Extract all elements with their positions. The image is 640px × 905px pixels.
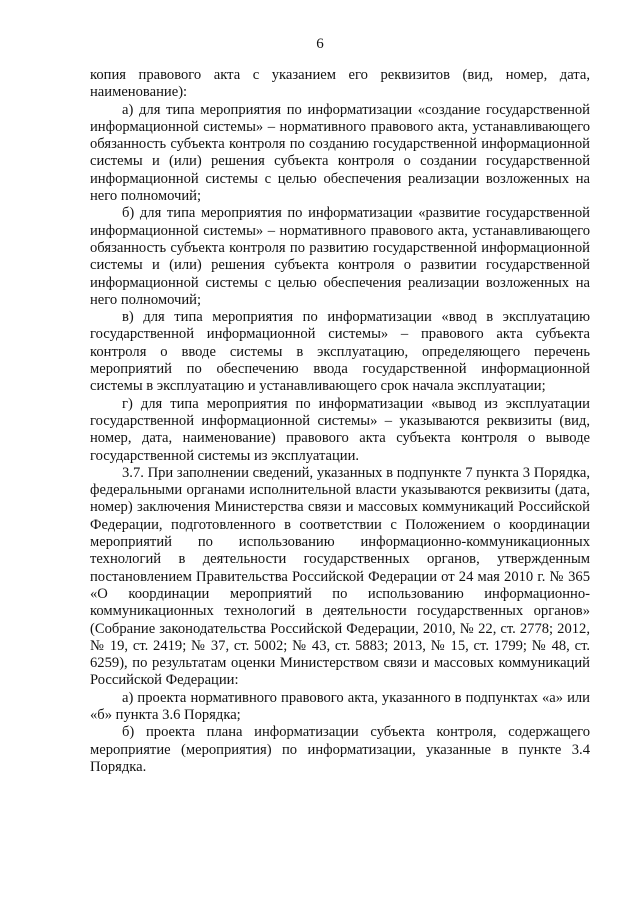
paragraph-item-g: г) для типа мероприятия по информатизации «вывод из эксплуатации государственной информационной системы» – указываются реквизиты (вид, номер, дата, наименование) правового акта субъекта контроля о выводе государственной системы из эксплуатации.: [90, 395, 590, 464]
paragraph-subitem-b: б) проекта плана информатизации субъекта контроля, содержащего мероприятие (мероприятия) по информатизации, указанные в пункте 3.4 Порядка.: [90, 724, 590, 775]
document-body: [90, 67, 590, 776]
paragraph-subitem-a: а) проекта нормативного правового акта, указанного в подпунктах «а» или «б» пункта 3.6 Порядка;: [90, 689, 590, 723]
page-number: 6: [316, 36, 324, 52]
paragraph-item-b: б) для типа мероприятия по информатизации «развитие государственной информационной системы» – нормативного правового акта, устанавливающего обязанность субъекта контроля по развитию государственной информационной системы и (или) решения субъекта контроля о развитии государственной информационной системы с целью обеспечения реализации возложенных на него полномочий;: [90, 205, 590, 308]
paragraph-item-a: а) для типа мероприятия по информатизации «создание государственной информационной системы» – нормативного правового акта, устанавливающего обязанность субъекта контроля по созданию государственной информационной системы и (или) решения субъекта контроля о создании государственной информационной системы с целью обеспечения реализации возложенных на него полномочий;: [90, 101, 590, 205]
paragraph-section-3-7: 3.7. При заполнении сведений, указанных в подпункте 7 пункта 3 Порядка, федеральными органами исполнительной власти указываются реквизиты (дата, номер) заключения Министерства связи и массовых коммуникаций Российской Федерации, подготовленного в соответствии с Положением о координации мероприятий по использованию информационно-коммуникационных технологий в деятельности государственных органов, утвержденным постановлением Правительства Российской Федерации от 24 мая 2010 г. № 365 «О координации мероприятий по использованию информационно-коммуникационных технологий в деятельности государственных органов» (Собрание законодательства Российской Федерации, 2010, № 22, ст. 2778; 2012, № 19, ст. 2419; № 37, ст. 5002; № 43, ст. 5883; 2013, № 15, ст. 1799; № 48, ст. 6259), по результатам оценки Министерством связи и массовых коммуникаций Российской Федерации:: [90, 464, 590, 689]
paragraph-item-v: в) для типа мероприятия по информатизации «ввод в эксплуатацию государственной информационной системы» – правового акта субъекта контроля о вводе системы в эксплуатацию, определяющего перечень мероприятий по обеспечению ввода государственной информационной системы в эксплуатацию и устанавливающего срок начала эксплуатации;: [90, 309, 590, 395]
paragraph-intro: копия правового акта с указанием его реквизитов (вид, номер, дата, наименование):: [90, 67, 590, 101]
